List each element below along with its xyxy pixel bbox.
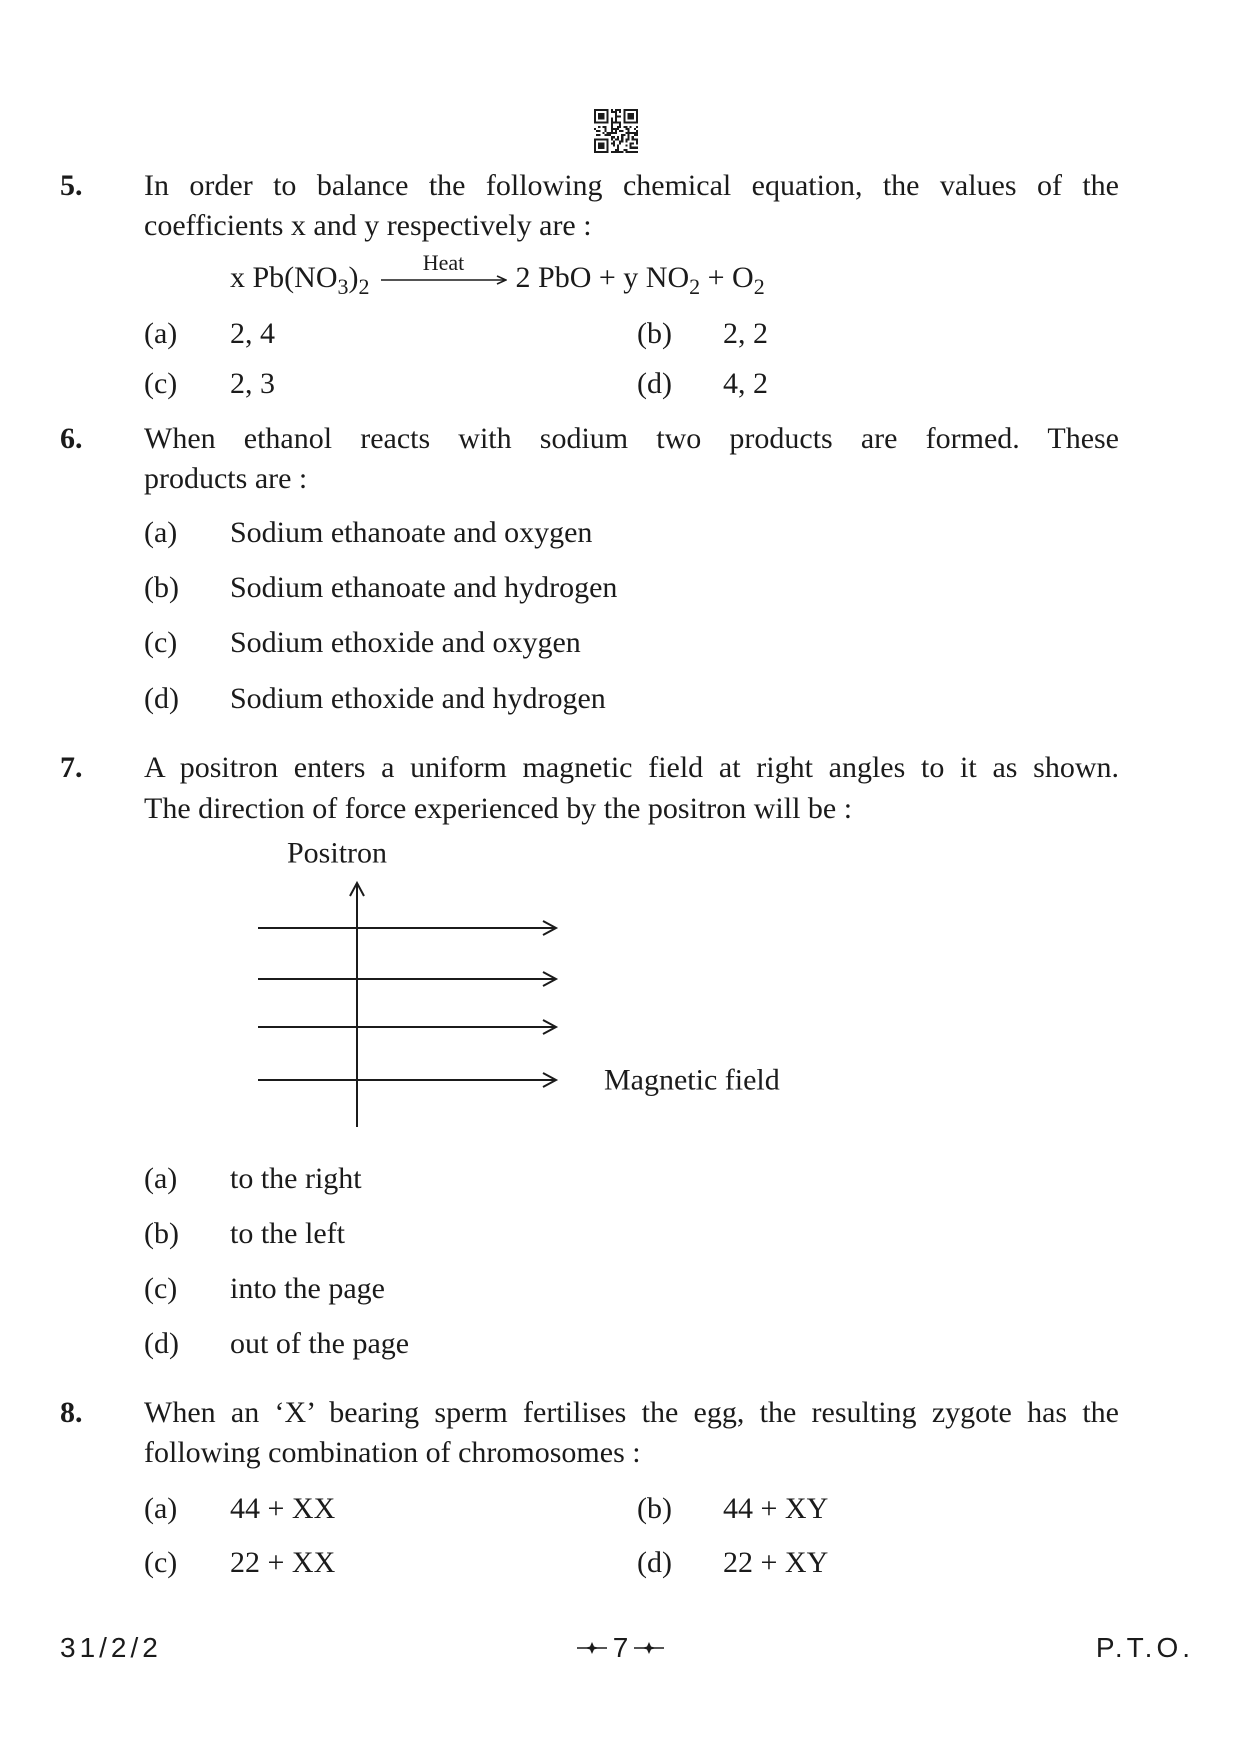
question-text-line: In order to balance the following chemical equation, the values of the <box>144 169 1119 202</box>
question-number: 8. <box>60 1396 83 1429</box>
option-label: (d) <box>144 1327 179 1360</box>
option-d <box>637 364 768 404</box>
option-a <box>144 1159 362 1199</box>
ornament-left-icon <box>577 1641 607 1655</box>
option-label: (a) <box>144 516 178 549</box>
equation-subscript: 2 <box>689 274 701 299</box>
option-label: (a) <box>144 1162 178 1195</box>
equation-product: 2 PbO + y NO <box>515 261 690 294</box>
option-label: (d) <box>637 367 672 400</box>
magnetic-field-label: Magnetic field <box>604 1063 780 1097</box>
question-text-line: coefficients x and y respectively are : <box>144 209 592 242</box>
option-text: 44 + XY <box>723 1492 829 1525</box>
option-label: (b) <box>637 1492 672 1525</box>
option-b <box>637 314 768 354</box>
option-a <box>144 314 275 354</box>
magnetic-field-diagram <box>230 830 830 1140</box>
question-text-line: following combination of chromosomes : <box>144 1436 641 1469</box>
option-text: Sodium ethanoate and hydrogen <box>230 571 618 604</box>
question-text-line: The direction of force experienced by the positron will be : <box>144 792 853 825</box>
option-c <box>144 1269 385 1309</box>
option-c <box>144 364 275 404</box>
reaction-arrow <box>381 250 507 287</box>
question-number: 7. <box>60 751 83 784</box>
chemical-equation <box>230 250 765 299</box>
option-text: to the left <box>230 1217 345 1250</box>
equation-subscript: 3 <box>337 274 349 299</box>
option-text: 22 + XX <box>230 1546 336 1579</box>
equation-subscript: 2 <box>753 274 765 299</box>
field-line <box>258 1073 556 1087</box>
field-line <box>258 972 556 986</box>
page-number: 7 <box>612 1632 629 1663</box>
option-d <box>637 1543 828 1583</box>
option-c <box>144 1543 335 1583</box>
option-text: 2, 4 <box>230 317 275 350</box>
option-a <box>144 1489 335 1529</box>
please-turn-over: P.T.O. <box>1095 1632 1194 1663</box>
ornament-right-icon <box>634 1641 664 1655</box>
equation-reactant: ) <box>348 261 359 294</box>
option-label: (b) <box>144 571 179 604</box>
paper-code: 31/2/2 <box>60 1632 162 1663</box>
option-text: Sodium ethanoate and oxygen <box>230 516 593 549</box>
positron-label: Positron <box>287 836 388 870</box>
question-number: 6. <box>60 422 83 455</box>
option-label: (b) <box>637 317 672 350</box>
option-b <box>637 1489 828 1529</box>
field-line <box>258 1020 556 1034</box>
option-text: 44 + XX <box>230 1492 336 1525</box>
option-label: (c) <box>144 1546 178 1579</box>
question-text-line: When an ‘X’ bearing sperm fertilises the egg, the resulting zygote has the <box>144 1396 1119 1429</box>
option-b <box>144 568 617 608</box>
option-label: (a) <box>144 1492 178 1525</box>
option-label: (d) <box>144 682 179 715</box>
option-text: 2, 3 <box>230 367 275 400</box>
option-text: to the right <box>230 1162 362 1195</box>
option-d <box>144 679 606 719</box>
option-label: (c) <box>144 626 178 659</box>
equation-subscript: 2 <box>358 274 370 299</box>
reaction-condition: Heat <box>422 250 465 275</box>
option-a <box>144 513 592 553</box>
option-text: 4, 2 <box>723 367 768 400</box>
option-label: (d) <box>637 1546 672 1579</box>
equation-reactant: x Pb(NO <box>230 261 338 294</box>
question-text-line: A positron enters a uniform magnetic field at right angles to it as shown. <box>144 751 1119 784</box>
option-text: Sodium ethoxide and hydrogen <box>230 682 606 715</box>
positron-path-arrow <box>350 883 364 1127</box>
option-d <box>144 1324 409 1364</box>
option-text: 2, 2 <box>723 317 768 350</box>
question-text-line: products are : <box>144 462 308 495</box>
option-text: into the page <box>230 1272 385 1305</box>
field-line <box>258 921 556 935</box>
page-number-block <box>0 1628 1241 1668</box>
option-label: (c) <box>144 1272 178 1305</box>
option-text: 22 + XY <box>723 1546 829 1579</box>
option-text: Sodium ethoxide and oxygen <box>230 626 581 659</box>
option-c <box>144 623 581 663</box>
qr-code <box>594 109 638 153</box>
option-label: (a) <box>144 317 178 350</box>
question-number: 5. <box>60 169 83 202</box>
question-text-line: When ethanol reacts with sodium two products are formed. These <box>144 422 1119 455</box>
equation-product: + O <box>700 261 754 294</box>
right-arrow-icon <box>381 275 507 287</box>
option-label: (b) <box>144 1217 179 1250</box>
option-b <box>144 1214 345 1254</box>
option-text: out of the page <box>230 1327 410 1360</box>
option-label: (c) <box>144 367 178 400</box>
